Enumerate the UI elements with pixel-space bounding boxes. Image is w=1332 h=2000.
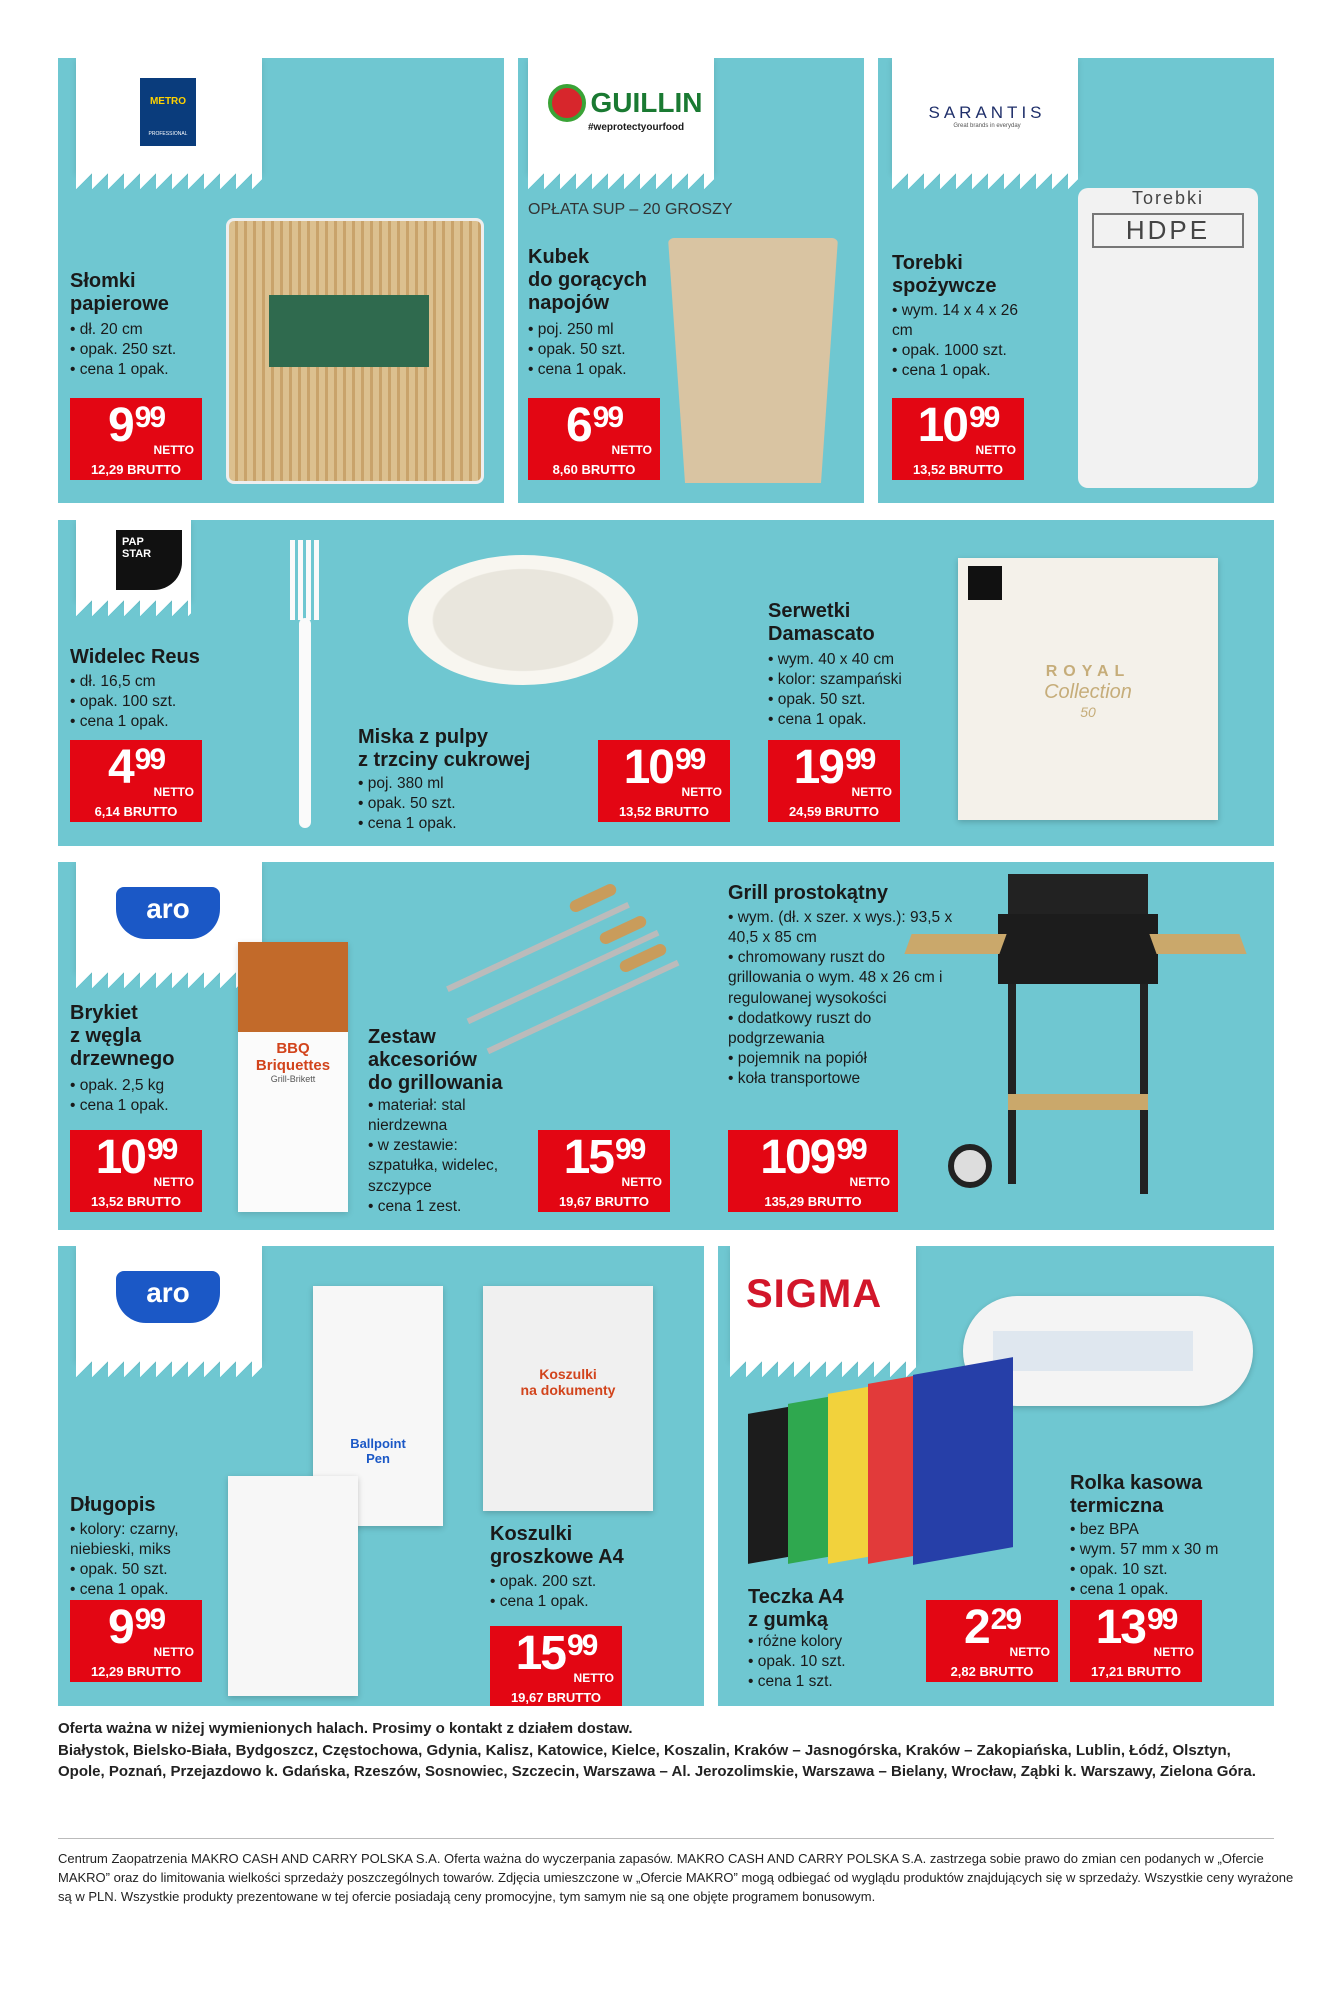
price-tag: $19^{99}$ NETTO 24,59 BRUTTO: [768, 740, 900, 822]
product-specs: • wym. (dł. x szer. x wys.): 93,5 x 40,5 x 85 cm • chromowany ruszt do grillowania o wym. 48 x 26 cm i regulowanej wysokości • dodatkowy ruszt do podgrzewania • pojemnik na popiół • koła transportowe: [728, 908, 953, 1089]
price-tag: $15^{99}$ NETTO 19,67 BRUTTO: [538, 1130, 670, 1212]
metro-logo-tab: [76, 58, 262, 173]
store-locations: Białystok, Bielsko-Biała, Bydgoszcz, Częstochowa, Gdynia, Kalisz, Katowice, Kielce, Koszalin, Kraków – Jasnogórska, Kraków – Zakopiańska, Lublin, Łódź, Olsztyn, Opole, Poznań, Przejazdowo k. Gdańska, Rzeszów, Sosnowiec, Szczecin, Warszawa – Al. Jerozolimskie, Warszawa – Bielany, Wrocław, Ząbki k. Warszawy, Zielona Góra.: [58, 1742, 1256, 1780]
product-specs: • dł. 16,5 cm • opak. 100 szt. • cena 1 opak.: [70, 672, 220, 732]
aro-logo-tab: [76, 862, 262, 972]
plastic-fork-image: [290, 540, 320, 830]
product-title: Koszulki groszkowe A4: [490, 1523, 624, 1568]
price-tag: $6^{99}$ NETTO 8,60 BRUTTO: [528, 398, 660, 480]
product-specs: • wym. 40 x 40 cm • kolor: szampański • opak. 50 szt. • cena 1 opak.: [768, 650, 948, 731]
sarantis-logo-tab: [892, 58, 1078, 173]
aro-logo: aro: [116, 1271, 220, 1323]
footer-divider: [58, 1838, 1274, 1839]
guillin-logo-tab: [528, 58, 714, 173]
product-title: Torebki spożywcze: [892, 252, 997, 297]
product-panel-cup: [518, 58, 864, 503]
product-title: Teczka A4 z gumką: [748, 1586, 844, 1631]
product-specs: • wym. 14 x 4 x 26 cm • opak. 1000 szt. • cena 1 opak.: [892, 301, 1032, 382]
hdpe-bags-package-image: Torebki HDPE: [1078, 188, 1258, 488]
product-title: Słomki papierowe: [70, 270, 169, 315]
ballpoint-pen-box-image: Ballpoint Pen: [313, 1286, 443, 1526]
product-specs: • materiał: stal nierdzewna • w zestawie: szpatułka, widelec, szczypce • cena 1 zest.: [368, 1096, 528, 1217]
product-specs: • poj. 380 ml • opak. 50 szt. • cena 1 opak.: [358, 774, 518, 834]
product-panel-sigma: [718, 1246, 1274, 1706]
product-panel-tableware: [58, 520, 1274, 846]
product-title: Serwetki Damascato: [768, 600, 875, 645]
product-title: Długopis: [70, 1494, 156, 1516]
legal-disclaimer: Centrum Zaopatrzenia MAKRO CASH AND CARRY POLSKA S.A. Oferta ważna do wyczerpania zapasów. MAKRO CASH AND CARRY POLSKA S.A. zastrzega sobie prawo do zmian cen podanych w „Ofercie MAKRO” oraz do limitowania wielkości sprzedaży poszczególnych towarów. Zdjęcia umieszczone w „Ofercie MAKRO” mogą odbiegać od wyglądu produktów znajdujących się w sprzedaży. Wszystkie ceny wyrażone są w PLN. Wszystkie produkty prezentowane w tej ofercie posiadają ceny promocyjne, tym samym nie są one objęte programem bonusowym.: [58, 1851, 1294, 1904]
product-title: Kubek do gorących napojów: [528, 246, 647, 314]
sigma-logo: SIGMA: [746, 1272, 883, 1316]
price-tag: $2^{29}$ NETTO 2,82 BRUTTO: [926, 1600, 1058, 1682]
price-tag: $9^{99}$ NETTO 12,29 BRUTTO: [70, 398, 202, 480]
price-tag: $10^{99}$ NETTO 13,52 BRUTTO: [70, 1130, 202, 1212]
product-panel-office: [58, 1246, 704, 1706]
briquettes-bag-image: BBQ Briquettes Grill-Brikett: [238, 942, 348, 1212]
product-specs: • bez BPA • wym. 57 mm x 30 m • opak. 10 szt. • cena 1 opak.: [1070, 1520, 1220, 1601]
product-panel-straws: [58, 58, 504, 503]
aro-logo: aro: [116, 887, 220, 939]
bagasse-bowl-image: [408, 555, 638, 685]
ballpoint-pen-box-image-front: [228, 1476, 358, 1696]
product-title: Widelec Reus: [70, 646, 200, 668]
price-tag: $9^{99}$ NETTO 12,29 BRUTTO: [70, 1600, 202, 1682]
product-specs: • różne kolory • opak. 10 szt. • cena 1 szt.: [748, 1632, 888, 1692]
paper-cup-image: [668, 238, 838, 483]
papstar-logo-tab: [76, 520, 191, 600]
sup-fee-note: OPŁATA SUP – 20 GROSZY: [528, 201, 733, 218]
product-title: Grill prostokątny: [728, 882, 889, 904]
offer-validity-note: Oferta ważna w niżej wymienionych halach. Prosimy o kontakt z działem dostaw.: [58, 1720, 633, 1737]
product-title: Zestaw akcesoriów do grillowania: [368, 1026, 503, 1094]
product-title: Rolka kasowa termiczna: [1070, 1472, 1203, 1517]
metro-logo: METRO PROFESSIONAL: [140, 78, 196, 146]
folders-image: [748, 1366, 1018, 1566]
price-tag: $10^{99}$ NETTO 13,52 BRUTTO: [892, 398, 1024, 480]
straws-package-image: [226, 218, 484, 484]
product-specs: • kolory: czarny, niebieski, miks • opak. 50 szt. • cena 1 opak.: [70, 1520, 220, 1601]
price-tag: $10^{99}$ NETTO 13,52 BRUTTO: [598, 740, 730, 822]
price-tag: $109^{99}$ NETTO 135,29 BRUTTO: [728, 1130, 898, 1212]
papstar-logo: PAP STAR: [116, 530, 182, 590]
guillin-logo: GUILLIN #weprotectyourfood: [548, 84, 702, 133]
product-specs: • opak. 200 szt. • cena 1 opak.: [490, 1572, 650, 1612]
aro-logo-tab: [76, 1246, 262, 1361]
product-panel-bags: [878, 58, 1274, 503]
charcoal-grill-image: [908, 874, 1248, 1204]
product-specs: • opak. 2,5 kg • cena 1 opak.: [70, 1076, 210, 1116]
sarantis-logo: SARANTIS Great brands in everyday: [928, 103, 1046, 129]
sheet-protectors-image: Koszulki na dokumenty: [483, 1286, 653, 1511]
price-tag: $4^{99}$ NETTO 6,14 BRUTTO: [70, 740, 202, 822]
product-panel-grill: [58, 862, 1274, 1230]
product-specs: • dł. 20 cm • opak. 250 szt. • cena 1 opak.: [70, 320, 270, 380]
napkins-package-image: ROYAL Collection 50: [958, 558, 1218, 820]
price-tag: $15^{99}$ NETTO 19,67 BRUTTO: [490, 1626, 622, 1706]
product-specs: • poj. 250 ml • opak. 50 szt. • cena 1 opak.: [528, 320, 668, 380]
product-title: Miska z pulpy z trzciny cukrowej: [358, 726, 531, 771]
sigma-logo-tab: [730, 1246, 916, 1361]
price-tag: $13^{99}$ NETTO 17,21 BRUTTO: [1070, 1600, 1202, 1682]
product-title: Brykiet z węgla drzewnego: [70, 1002, 175, 1070]
